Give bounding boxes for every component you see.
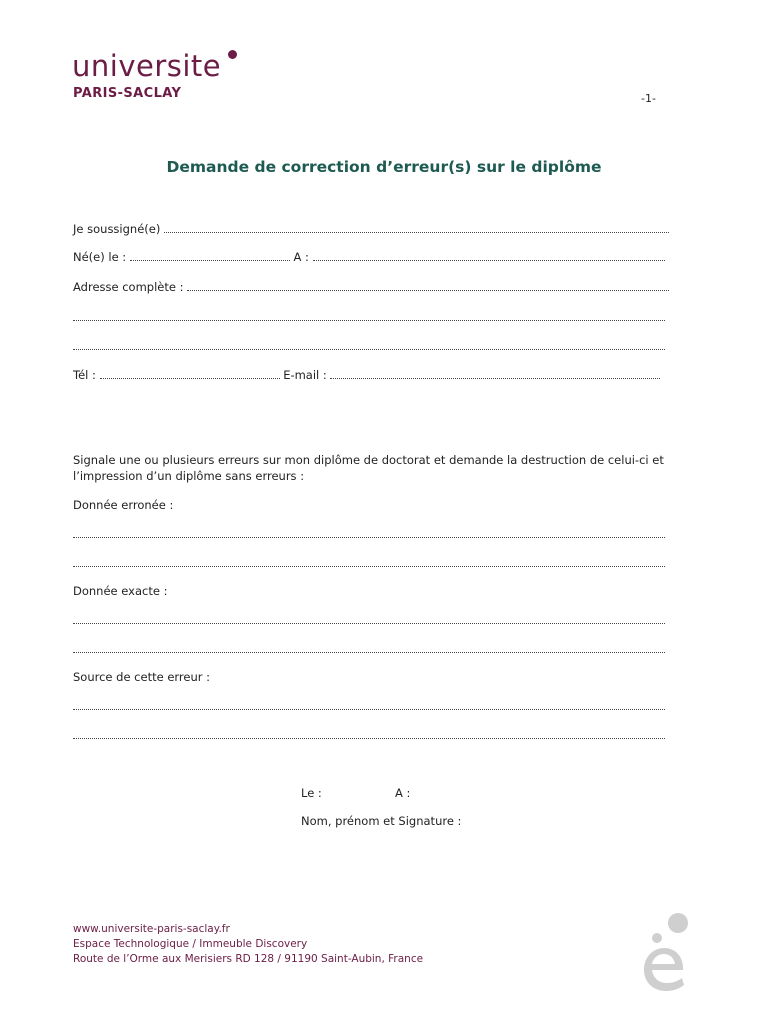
erronee-label: Donnée erronée : (73, 498, 174, 512)
signature-place-label: A : (395, 786, 411, 800)
logo-subtitle: PARIS-SACLAY (73, 86, 182, 101)
logo-wordmark: universite (72, 49, 222, 83)
adresse-label: Adresse complète : (73, 280, 184, 294)
address-line-2[interactable] (73, 320, 665, 321)
erronee-line-2[interactable] (73, 566, 665, 567)
birthplace-label: A : (293, 250, 309, 264)
source-line-2[interactable] (73, 738, 665, 739)
address-line-3[interactable] (73, 349, 665, 350)
source-label: Source de cette erreur : (73, 670, 211, 684)
exacte-label: Donnée exacte : (73, 584, 168, 598)
contact-field[interactable] (73, 370, 660, 382)
adresse-dotted-line (187, 289, 669, 291)
soussigne-field[interactable] (73, 224, 669, 236)
email-label: E-mail : (283, 368, 327, 382)
source-line-1[interactable] (73, 709, 665, 710)
soussigne-label: Je soussigné(e) (73, 222, 161, 236)
page-number: -1- (641, 92, 656, 105)
ne-le-label: Né(e) le : (73, 250, 127, 264)
exacte-line-2[interactable] (73, 652, 665, 653)
document-title: Demande de correction d’erreur(s) sur le diplôme (166, 158, 602, 176)
signature-name-label: Nom, prénom et Signature : (301, 814, 462, 828)
declaration-paragraph: Signale une ou plusieurs erreurs sur mon diplôme de doctorat et demande la destruction de celui-ci et l’impression d’un diplôme sans erreurs : (73, 453, 664, 483)
footer-address-line-1: Espace Technologique / Immeuble Discovery (73, 938, 308, 950)
address-field[interactable] (73, 282, 669, 294)
tel-label: Tél : (73, 368, 96, 382)
exacte-line-1[interactable] (73, 623, 665, 624)
birth-field[interactable] (73, 252, 665, 264)
signature-date-label: Le : (301, 786, 322, 800)
footer-address-line-2: Route de l’Orme aux Merisiers RD 128 / 91190 Saint-Aubin, France (73, 953, 424, 965)
logo-dot-icon (228, 50, 237, 59)
e-accent-logo-icon (636, 912, 696, 992)
footer-website: www.universite-paris-saclay.fr (73, 923, 230, 935)
birthplace-dotted-line (313, 259, 665, 261)
erronee-line-1[interactable] (73, 537, 665, 538)
email-dotted-line (330, 377, 660, 379)
university-logo (72, 48, 247, 108)
soussigne-dotted-line (164, 231, 669, 233)
tel-dotted-line (100, 377, 280, 379)
ne-le-dotted-line (130, 259, 290, 261)
